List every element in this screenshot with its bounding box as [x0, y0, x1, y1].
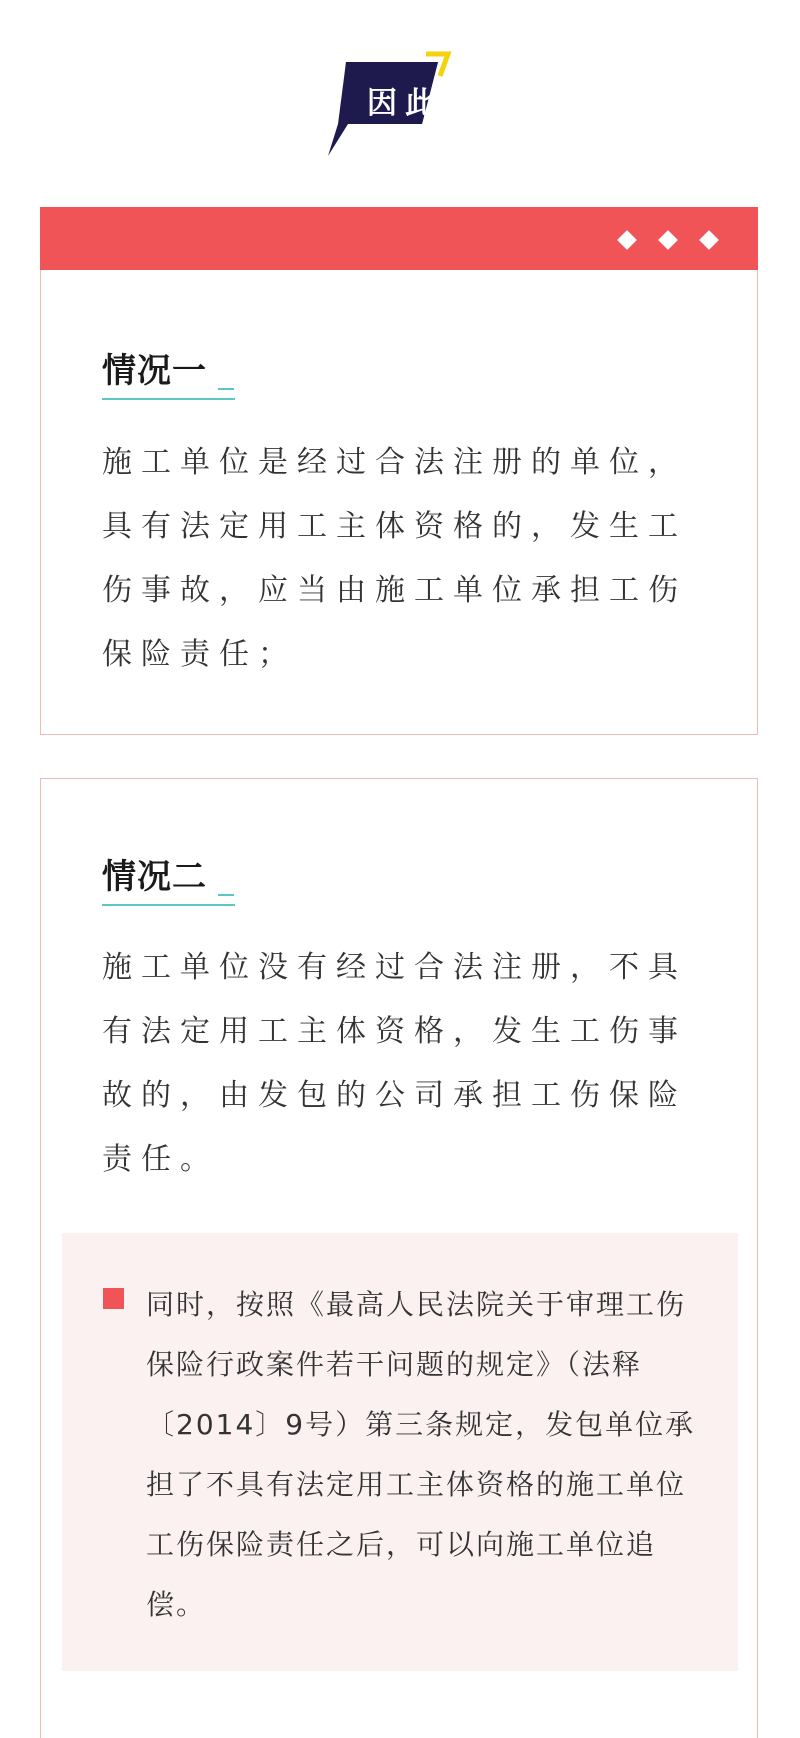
- case-one-title-tick: [218, 388, 234, 390]
- case-two-body: 施工单位没有经过合法注册，不具有法定用工主体资格，发生工伤事故的，由发包的公司承担工伤保险责任。: [102, 950, 687, 1177]
- header-badge: [326, 50, 486, 160]
- case-two-title-underline: [102, 904, 235, 906]
- case-one-header-bar: [40, 207, 758, 270]
- case-two-title: 情况二: [102, 857, 207, 897]
- badge-title: 因此: [367, 86, 443, 121]
- case-one-title-underline: [102, 398, 235, 400]
- note-text: 同时，按照《最高人民法院关于审理工伤保险行政案件若干问题的规定》（法释〔2014〕9号）第三条规定，发包单位承担了不具有法定用工主体资格的施工单位工伤保险责任之后，可以向施工单位追偿。: [146, 1288, 696, 1621]
- square-bullet-icon: [103, 1288, 124, 1309]
- case-one-title: 情况一: [102, 351, 207, 391]
- case-two-title-tick: [218, 894, 234, 896]
- case-one-body: 施工单位是经过合法注册的单位，具有法定用工主体资格的，发生工伤事故，应当由施工单位承担工伤保险责任；: [102, 445, 687, 672]
